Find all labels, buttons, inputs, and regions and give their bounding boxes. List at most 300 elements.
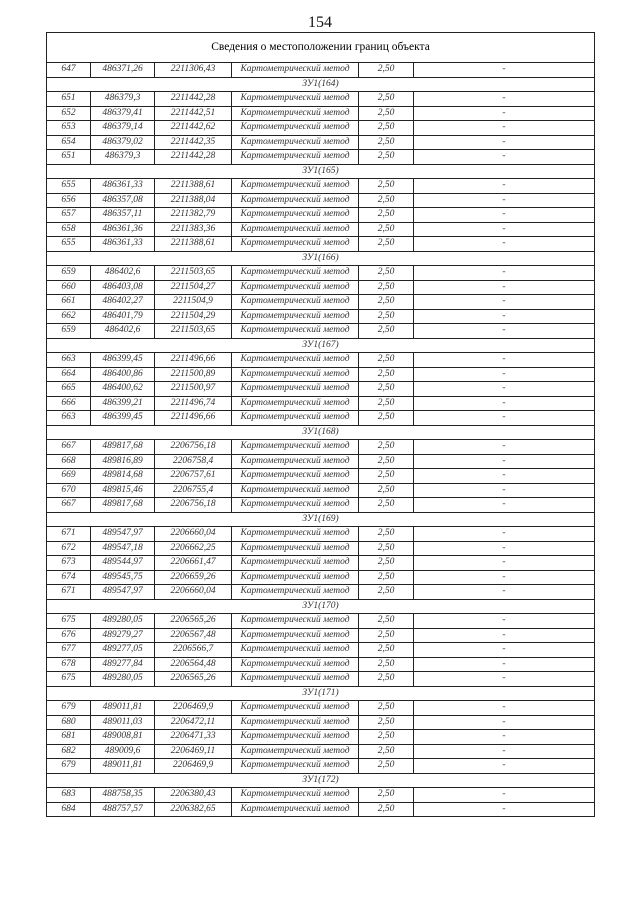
note-cell: - — [414, 585, 595, 600]
point-number-cell: 672 — [47, 541, 91, 556]
table-row — [47, 222, 595, 237]
table-row — [47, 382, 595, 397]
point-number-cell: 655 — [47, 237, 91, 252]
y-coordinate-cell: 2211383,36 — [155, 222, 232, 237]
method-cell: Картометрический метод — [232, 701, 359, 716]
note-cell: - — [414, 802, 595, 817]
method-cell: Картометрический метод — [232, 802, 359, 817]
table-row — [47, 715, 595, 730]
note-cell: - — [414, 730, 595, 745]
point-number-cell: 657 — [47, 208, 91, 223]
accuracy-cell: 2,50 — [359, 715, 414, 730]
y-coordinate-cell: 2206565,26 — [155, 672, 232, 687]
note-cell: - — [414, 614, 595, 629]
note-cell: - — [414, 411, 595, 426]
accuracy-cell: 2,50 — [359, 237, 414, 252]
method-cell: Картометрический метод — [232, 585, 359, 600]
y-coordinate-cell: 2206472,11 — [155, 715, 232, 730]
point-number-cell: 682 — [47, 744, 91, 759]
method-cell: Картометрический метод — [232, 106, 359, 121]
note-cell: - — [414, 367, 595, 382]
method-cell: Картометрический метод — [232, 498, 359, 513]
table-row — [47, 309, 595, 324]
method-cell: Картометрический метод — [232, 672, 359, 687]
point-number-cell: 659 — [47, 324, 91, 339]
method-cell: Картометрический метод — [232, 715, 359, 730]
y-coordinate-cell: 2206660,04 — [155, 527, 232, 542]
x-coordinate-cell: 489280,05 — [91, 614, 155, 629]
accuracy-cell: 2,50 — [359, 396, 414, 411]
point-number-cell: 673 — [47, 556, 91, 571]
x-coordinate-cell: 489815,46 — [91, 483, 155, 498]
table-row — [47, 179, 595, 194]
note-cell: - — [414, 222, 595, 237]
accuracy-cell: 2,50 — [359, 483, 414, 498]
x-coordinate-cell: 486379,41 — [91, 106, 155, 121]
y-coordinate-cell: 2206757,61 — [155, 469, 232, 484]
method-cell: Картометрический метод — [232, 570, 359, 585]
y-coordinate-cell: 2206469,11 — [155, 744, 232, 759]
note-cell: - — [414, 353, 595, 368]
y-coordinate-cell: 2211504,27 — [155, 280, 232, 295]
section-label: ЗУ1(169) — [47, 512, 595, 527]
x-coordinate-cell: 486402,6 — [91, 324, 155, 339]
method-cell: Картометрический метод — [232, 759, 359, 774]
note-cell: - — [414, 469, 595, 484]
point-number-cell: 653 — [47, 121, 91, 136]
table-row — [47, 657, 595, 672]
accuracy-cell: 2,50 — [359, 570, 414, 585]
point-number-cell: 660 — [47, 280, 91, 295]
accuracy-cell: 2,50 — [359, 63, 414, 78]
point-number-cell: 676 — [47, 628, 91, 643]
y-coordinate-cell: 2206567,48 — [155, 628, 232, 643]
section-label: ЗУ1(167) — [47, 338, 595, 353]
y-coordinate-cell: 2206755,4 — [155, 483, 232, 498]
accuracy-cell: 2,50 — [359, 556, 414, 571]
method-cell: Картометрический метод — [232, 541, 359, 556]
point-number-cell: 675 — [47, 614, 91, 629]
y-coordinate-cell: 2206756,18 — [155, 498, 232, 513]
accuracy-cell: 2,50 — [359, 585, 414, 600]
point-number-cell: 666 — [47, 396, 91, 411]
point-number-cell: 663 — [47, 353, 91, 368]
table-row — [47, 585, 595, 600]
x-coordinate-cell: 489277,84 — [91, 657, 155, 672]
table-row — [47, 759, 595, 774]
section-header-row — [47, 77, 595, 92]
point-number-cell: 651 — [47, 92, 91, 107]
table-row — [47, 744, 595, 759]
note-cell: - — [414, 150, 595, 165]
point-number-cell: 665 — [47, 382, 91, 397]
point-number-cell: 681 — [47, 730, 91, 745]
section-label: ЗУ1(166) — [47, 251, 595, 266]
point-number-cell: 671 — [47, 527, 91, 542]
point-number-cell: 658 — [47, 222, 91, 237]
method-cell: Картометрический метод — [232, 63, 359, 78]
x-coordinate-cell: 486379,02 — [91, 135, 155, 150]
method-cell: Картометрический метод — [232, 92, 359, 107]
note-cell: - — [414, 92, 595, 107]
method-cell: Картометрический метод — [232, 309, 359, 324]
y-coordinate-cell: 2211388,04 — [155, 193, 232, 208]
x-coordinate-cell: 489547,97 — [91, 527, 155, 542]
accuracy-cell: 2,50 — [359, 730, 414, 745]
note-cell: - — [414, 556, 595, 571]
point-number-cell: 655 — [47, 179, 91, 194]
note-cell: - — [414, 628, 595, 643]
section-header-row — [47, 164, 595, 179]
method-cell: Картометрический метод — [232, 643, 359, 658]
y-coordinate-cell: 2211388,61 — [155, 237, 232, 252]
x-coordinate-cell: 489817,68 — [91, 440, 155, 455]
table-row — [47, 440, 595, 455]
y-coordinate-cell: 2206566,7 — [155, 643, 232, 658]
accuracy-cell: 2,50 — [359, 802, 414, 817]
method-cell: Картометрический метод — [232, 788, 359, 803]
table-row — [47, 454, 595, 469]
section-label: ЗУ1(172) — [47, 773, 595, 788]
note-cell: - — [414, 179, 595, 194]
x-coordinate-cell: 486379,14 — [91, 121, 155, 136]
table-row — [47, 498, 595, 513]
note-cell: - — [414, 440, 595, 455]
accuracy-cell: 2,50 — [359, 498, 414, 513]
method-cell: Картометрический метод — [232, 527, 359, 542]
table-row — [47, 193, 595, 208]
note-cell: - — [414, 715, 595, 730]
table-row — [47, 150, 595, 165]
boundary-coordinates-table — [46, 32, 595, 817]
note-cell: - — [414, 309, 595, 324]
y-coordinate-cell: 2211442,28 — [155, 150, 232, 165]
method-cell: Картометрический метод — [232, 628, 359, 643]
note-cell: - — [414, 701, 595, 716]
table-row — [47, 788, 595, 803]
accuracy-cell: 2,50 — [359, 657, 414, 672]
table-row — [47, 92, 595, 107]
method-cell: Картометрический метод — [232, 353, 359, 368]
method-cell: Картометрический метод — [232, 382, 359, 397]
y-coordinate-cell: 2211442,28 — [155, 92, 232, 107]
x-coordinate-cell: 486357,08 — [91, 193, 155, 208]
note-cell: - — [414, 121, 595, 136]
x-coordinate-cell: 489547,97 — [91, 585, 155, 600]
method-cell: Картометрический метод — [232, 614, 359, 629]
method-cell: Картометрический метод — [232, 440, 359, 455]
table-title: Сведения о местоположении границ объекта — [47, 33, 595, 63]
table-body — [47, 33, 595, 817]
accuracy-cell: 2,50 — [359, 382, 414, 397]
y-coordinate-cell: 2206380,43 — [155, 788, 232, 803]
accuracy-cell: 2,50 — [359, 788, 414, 803]
method-cell: Картометрический метод — [232, 135, 359, 150]
method-cell: Картометрический метод — [232, 556, 359, 571]
x-coordinate-cell: 489011,81 — [91, 759, 155, 774]
accuracy-cell: 2,50 — [359, 150, 414, 165]
x-coordinate-cell: 486379,3 — [91, 92, 155, 107]
table-row — [47, 527, 595, 542]
note-cell: - — [414, 295, 595, 310]
point-number-cell: 680 — [47, 715, 91, 730]
accuracy-cell: 2,50 — [359, 672, 414, 687]
y-coordinate-cell: 2211388,61 — [155, 179, 232, 194]
table-row — [47, 280, 595, 295]
x-coordinate-cell: 486399,45 — [91, 411, 155, 426]
table-row — [47, 266, 595, 281]
table-row — [47, 208, 595, 223]
note-cell: - — [414, 541, 595, 556]
x-coordinate-cell: 486402,6 — [91, 266, 155, 281]
note-cell: - — [414, 324, 595, 339]
x-coordinate-cell: 486371,26 — [91, 63, 155, 78]
section-header-row — [47, 599, 595, 614]
accuracy-cell: 2,50 — [359, 353, 414, 368]
x-coordinate-cell: 486400,62 — [91, 382, 155, 397]
note-cell: - — [414, 643, 595, 658]
method-cell: Картометрический метод — [232, 121, 359, 136]
note-cell: - — [414, 280, 595, 295]
table-row — [47, 628, 595, 643]
y-coordinate-cell: 2211496,66 — [155, 353, 232, 368]
table-row — [47, 469, 595, 484]
x-coordinate-cell: 489814,68 — [91, 469, 155, 484]
x-coordinate-cell: 486399,21 — [91, 396, 155, 411]
point-number-cell: 656 — [47, 193, 91, 208]
note-cell: - — [414, 672, 595, 687]
method-cell: Картометрический метод — [232, 730, 359, 745]
x-coordinate-cell: 486361,36 — [91, 222, 155, 237]
y-coordinate-cell: 2206469,9 — [155, 701, 232, 716]
method-cell: Картометрический метод — [232, 396, 359, 411]
table-row — [47, 295, 595, 310]
point-number-cell: 651 — [47, 150, 91, 165]
accuracy-cell: 2,50 — [359, 628, 414, 643]
section-header-row — [47, 686, 595, 701]
y-coordinate-cell: 2211504,29 — [155, 309, 232, 324]
x-coordinate-cell: 486402,27 — [91, 295, 155, 310]
y-coordinate-cell: 2206565,26 — [155, 614, 232, 629]
accuracy-cell: 2,50 — [359, 295, 414, 310]
table-row — [47, 411, 595, 426]
accuracy-cell: 2,50 — [359, 106, 414, 121]
table-row — [47, 396, 595, 411]
note-cell: - — [414, 483, 595, 498]
table-row — [47, 63, 595, 78]
table-row — [47, 672, 595, 687]
point-number-cell: 679 — [47, 759, 91, 774]
point-number-cell: 670 — [47, 483, 91, 498]
section-label: ЗУ1(171) — [47, 686, 595, 701]
point-number-cell: 661 — [47, 295, 91, 310]
x-coordinate-cell: 488757,57 — [91, 802, 155, 817]
table-row — [47, 135, 595, 150]
note-cell: - — [414, 657, 595, 672]
method-cell: Картометрический метод — [232, 411, 359, 426]
table-row — [47, 106, 595, 121]
accuracy-cell: 2,50 — [359, 135, 414, 150]
section-label: ЗУ1(165) — [47, 164, 595, 179]
y-coordinate-cell: 2211382,79 — [155, 208, 232, 223]
note-cell: - — [414, 454, 595, 469]
table-row — [47, 730, 595, 745]
section-header-row — [47, 338, 595, 353]
method-cell: Картометрический метод — [232, 266, 359, 281]
point-number-cell: 654 — [47, 135, 91, 150]
x-coordinate-cell: 489279,27 — [91, 628, 155, 643]
method-cell: Картометрический метод — [232, 454, 359, 469]
note-cell: - — [414, 193, 595, 208]
table-row — [47, 614, 595, 629]
section-header-row — [47, 251, 595, 266]
method-cell: Картометрический метод — [232, 222, 359, 237]
method-cell: Картометрический метод — [232, 469, 359, 484]
x-coordinate-cell: 486361,33 — [91, 237, 155, 252]
point-number-cell: 652 — [47, 106, 91, 121]
y-coordinate-cell: 2211500,89 — [155, 367, 232, 382]
x-coordinate-cell: 489277,05 — [91, 643, 155, 658]
point-number-cell: 679 — [47, 701, 91, 716]
point-number-cell: 664 — [47, 367, 91, 382]
method-cell: Картометрический метод — [232, 324, 359, 339]
note-cell: - — [414, 63, 595, 78]
table-row — [47, 701, 595, 716]
point-number-cell: 668 — [47, 454, 91, 469]
y-coordinate-cell: 2206756,18 — [155, 440, 232, 455]
accuracy-cell: 2,50 — [359, 440, 414, 455]
accuracy-cell: 2,50 — [359, 222, 414, 237]
accuracy-cell: 2,50 — [359, 469, 414, 484]
table-row — [47, 570, 595, 585]
point-number-cell: 663 — [47, 411, 91, 426]
accuracy-cell: 2,50 — [359, 643, 414, 658]
method-cell: Картометрический метод — [232, 150, 359, 165]
note-cell: - — [414, 498, 595, 513]
point-number-cell: 647 — [47, 63, 91, 78]
note-cell: - — [414, 744, 595, 759]
accuracy-cell: 2,50 — [359, 454, 414, 469]
y-coordinate-cell: 2206564,48 — [155, 657, 232, 672]
x-coordinate-cell: 489544,97 — [91, 556, 155, 571]
note-cell: - — [414, 208, 595, 223]
point-number-cell: 675 — [47, 672, 91, 687]
x-coordinate-cell: 486361,33 — [91, 179, 155, 194]
x-coordinate-cell: 486399,45 — [91, 353, 155, 368]
y-coordinate-cell: 2206471,33 — [155, 730, 232, 745]
section-label: ЗУ1(164) — [47, 77, 595, 92]
accuracy-cell: 2,50 — [359, 266, 414, 281]
x-coordinate-cell: 486379,3 — [91, 150, 155, 165]
accuracy-cell: 2,50 — [359, 309, 414, 324]
accuracy-cell: 2,50 — [359, 121, 414, 136]
y-coordinate-cell: 2211442,62 — [155, 121, 232, 136]
accuracy-cell: 2,50 — [359, 759, 414, 774]
x-coordinate-cell: 489547,18 — [91, 541, 155, 556]
table-row — [47, 643, 595, 658]
method-cell: Картометрический метод — [232, 483, 359, 498]
point-number-cell: 678 — [47, 657, 91, 672]
y-coordinate-cell: 2206660,04 — [155, 585, 232, 600]
point-number-cell: 659 — [47, 266, 91, 281]
table-row — [47, 556, 595, 571]
y-coordinate-cell: 2206382,65 — [155, 802, 232, 817]
x-coordinate-cell: 489008,81 — [91, 730, 155, 745]
table-row — [47, 483, 595, 498]
accuracy-cell: 2,50 — [359, 92, 414, 107]
method-cell: Картометрический метод — [232, 367, 359, 382]
point-number-cell: 683 — [47, 788, 91, 803]
section-label: ЗУ1(168) — [47, 425, 595, 440]
accuracy-cell: 2,50 — [359, 193, 414, 208]
x-coordinate-cell: 488758,35 — [91, 788, 155, 803]
x-coordinate-cell: 486400,86 — [91, 367, 155, 382]
accuracy-cell: 2,50 — [359, 179, 414, 194]
point-number-cell: 667 — [47, 498, 91, 513]
note-cell: - — [414, 382, 595, 397]
method-cell: Картометрический метод — [232, 237, 359, 252]
y-coordinate-cell: 2206661,47 — [155, 556, 232, 571]
accuracy-cell: 2,50 — [359, 541, 414, 556]
y-coordinate-cell: 2211442,35 — [155, 135, 232, 150]
method-cell: Картометрический метод — [232, 193, 359, 208]
y-coordinate-cell: 2211306,43 — [155, 63, 232, 78]
note-cell: - — [414, 106, 595, 121]
accuracy-cell: 2,50 — [359, 411, 414, 426]
x-coordinate-cell: 489817,68 — [91, 498, 155, 513]
accuracy-cell: 2,50 — [359, 324, 414, 339]
y-coordinate-cell: 2206662,25 — [155, 541, 232, 556]
note-cell: - — [414, 759, 595, 774]
y-coordinate-cell: 2206758,4 — [155, 454, 232, 469]
page-number: 154 — [308, 14, 332, 31]
x-coordinate-cell: 486401,79 — [91, 309, 155, 324]
section-label: ЗУ1(170) — [47, 599, 595, 614]
method-cell: Картометрический метод — [232, 295, 359, 310]
method-cell: Картометрический метод — [232, 208, 359, 223]
accuracy-cell: 2,50 — [359, 701, 414, 716]
point-number-cell: 674 — [47, 570, 91, 585]
table-row — [47, 353, 595, 368]
accuracy-cell: 2,50 — [359, 367, 414, 382]
y-coordinate-cell: 2211504,9 — [155, 295, 232, 310]
accuracy-cell: 2,50 — [359, 280, 414, 295]
table-row — [47, 237, 595, 252]
x-coordinate-cell: 489816,89 — [91, 454, 155, 469]
accuracy-cell: 2,50 — [359, 208, 414, 223]
table-row — [47, 367, 595, 382]
note-cell: - — [414, 788, 595, 803]
point-number-cell: 671 — [47, 585, 91, 600]
section-header-row — [47, 425, 595, 440]
table-row — [47, 324, 595, 339]
y-coordinate-cell: 2211500,97 — [155, 382, 232, 397]
point-number-cell: 684 — [47, 802, 91, 817]
table-row — [47, 541, 595, 556]
accuracy-cell: 2,50 — [359, 744, 414, 759]
note-cell: - — [414, 396, 595, 411]
point-number-cell: 669 — [47, 469, 91, 484]
table-row — [47, 802, 595, 817]
point-number-cell: 677 — [47, 643, 91, 658]
section-header-row — [47, 512, 595, 527]
note-cell: - — [414, 135, 595, 150]
point-number-cell: 667 — [47, 440, 91, 455]
y-coordinate-cell: 2206659,26 — [155, 570, 232, 585]
x-coordinate-cell: 489280,05 — [91, 672, 155, 687]
method-cell: Картометрический метод — [232, 280, 359, 295]
note-cell: - — [414, 266, 595, 281]
